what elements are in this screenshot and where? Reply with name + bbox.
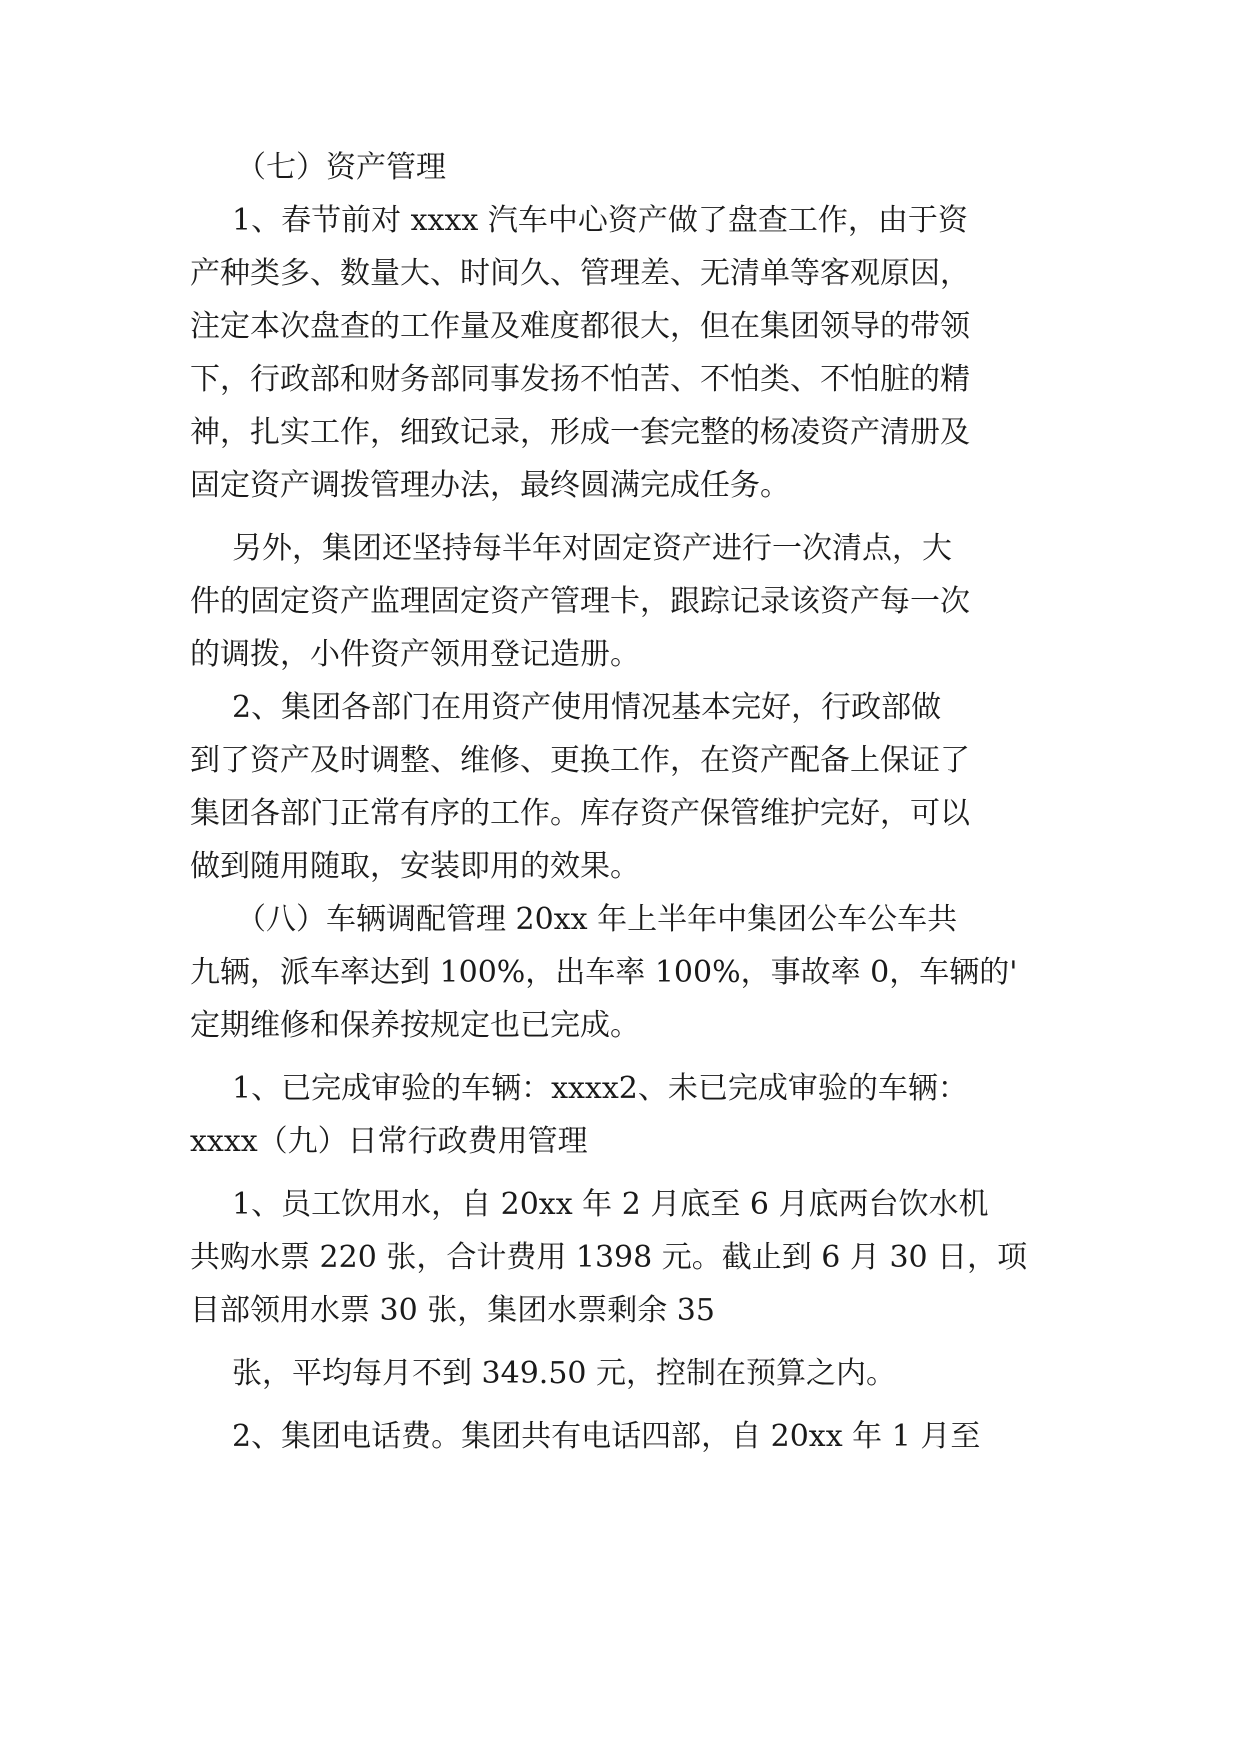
- paragraph-line: 产种类多、数量大、时间久、管理差、无清单等客观原因，: [190, 256, 970, 291]
- paragraph-line: 目部领用水票 30 张，集团水票剩余 35: [190, 1293, 715, 1328]
- paragraph-line: 的调拨，小件资产领用登记造册。: [190, 637, 640, 672]
- paragraph-line: 1、已完成审验的车辆：xxxx2、未已完成审验的车辆：: [232, 1071, 968, 1106]
- paragraph-line: 1、员工饮用水，自 20xx 年 2 月底至 6 月底两台饮水机: [232, 1187, 989, 1222]
- paragraph-line: 下，行政部和财务部同事发扬不怕苦、不怕类、不怕脏的精: [190, 362, 970, 397]
- paragraph-line: 集团各部门正常有序的工作。库存资产保管维护完好，可以: [190, 796, 970, 831]
- paragraph-line: 九辆，派车率达到 100%，出车率 100%，事故率 0，车辆的': [190, 955, 1018, 990]
- paragraph-line: 做到随用随取，安装即用的效果。: [190, 849, 640, 884]
- paragraph-line: 2、集团各部门在用资产使用情况基本完好，行政部做: [232, 690, 942, 725]
- paragraph-line: 神，扎实工作，细致记录，形成一套完整的杨凌资产清册及: [190, 415, 970, 450]
- paragraph-line: 固定资产调拨管理办法，最终圆满完成任务。: [190, 468, 790, 503]
- paragraph-line: 注定本次盘查的工作量及难度都很大，但在集团领导的带领: [190, 309, 970, 344]
- paragraph-line: 定期维修和保养按规定也已完成。: [190, 1008, 640, 1043]
- section-heading-vehicle-management: （八）车辆调配管理 20xx 年上半年中集团公车公车共: [236, 902, 958, 937]
- paragraph-line: 张，平均每月不到 349.50 元，控制在预算之内。: [232, 1356, 897, 1391]
- paragraph-line: 1、春节前对 xxxx 汽车中心资产做了盘查工作，由于资: [232, 203, 968, 238]
- paragraph-line: 2、集团电话费。集团共有电话四部，自 20xx 年 1 月至: [232, 1419, 981, 1454]
- paragraph-line: 共购水票 220 张，合计费用 1398 元。截止到 6 月 30 日，项: [190, 1240, 1028, 1275]
- paragraph-line: 件的固定资产监理固定资产管理卡，跟踪记录该资产每一次: [190, 584, 970, 619]
- paragraph-line: 到了资产及时调整、维修、更换工作，在资产配备上保证了: [190, 743, 970, 778]
- section-heading-admin-expenses: xxxx（九）日常行政费用管理: [190, 1124, 588, 1159]
- paragraph-line: 另外，集团还坚持每半年对固定资产进行一次清点，大: [232, 531, 952, 566]
- section-heading-asset-management: （七）资产管理: [236, 150, 446, 185]
